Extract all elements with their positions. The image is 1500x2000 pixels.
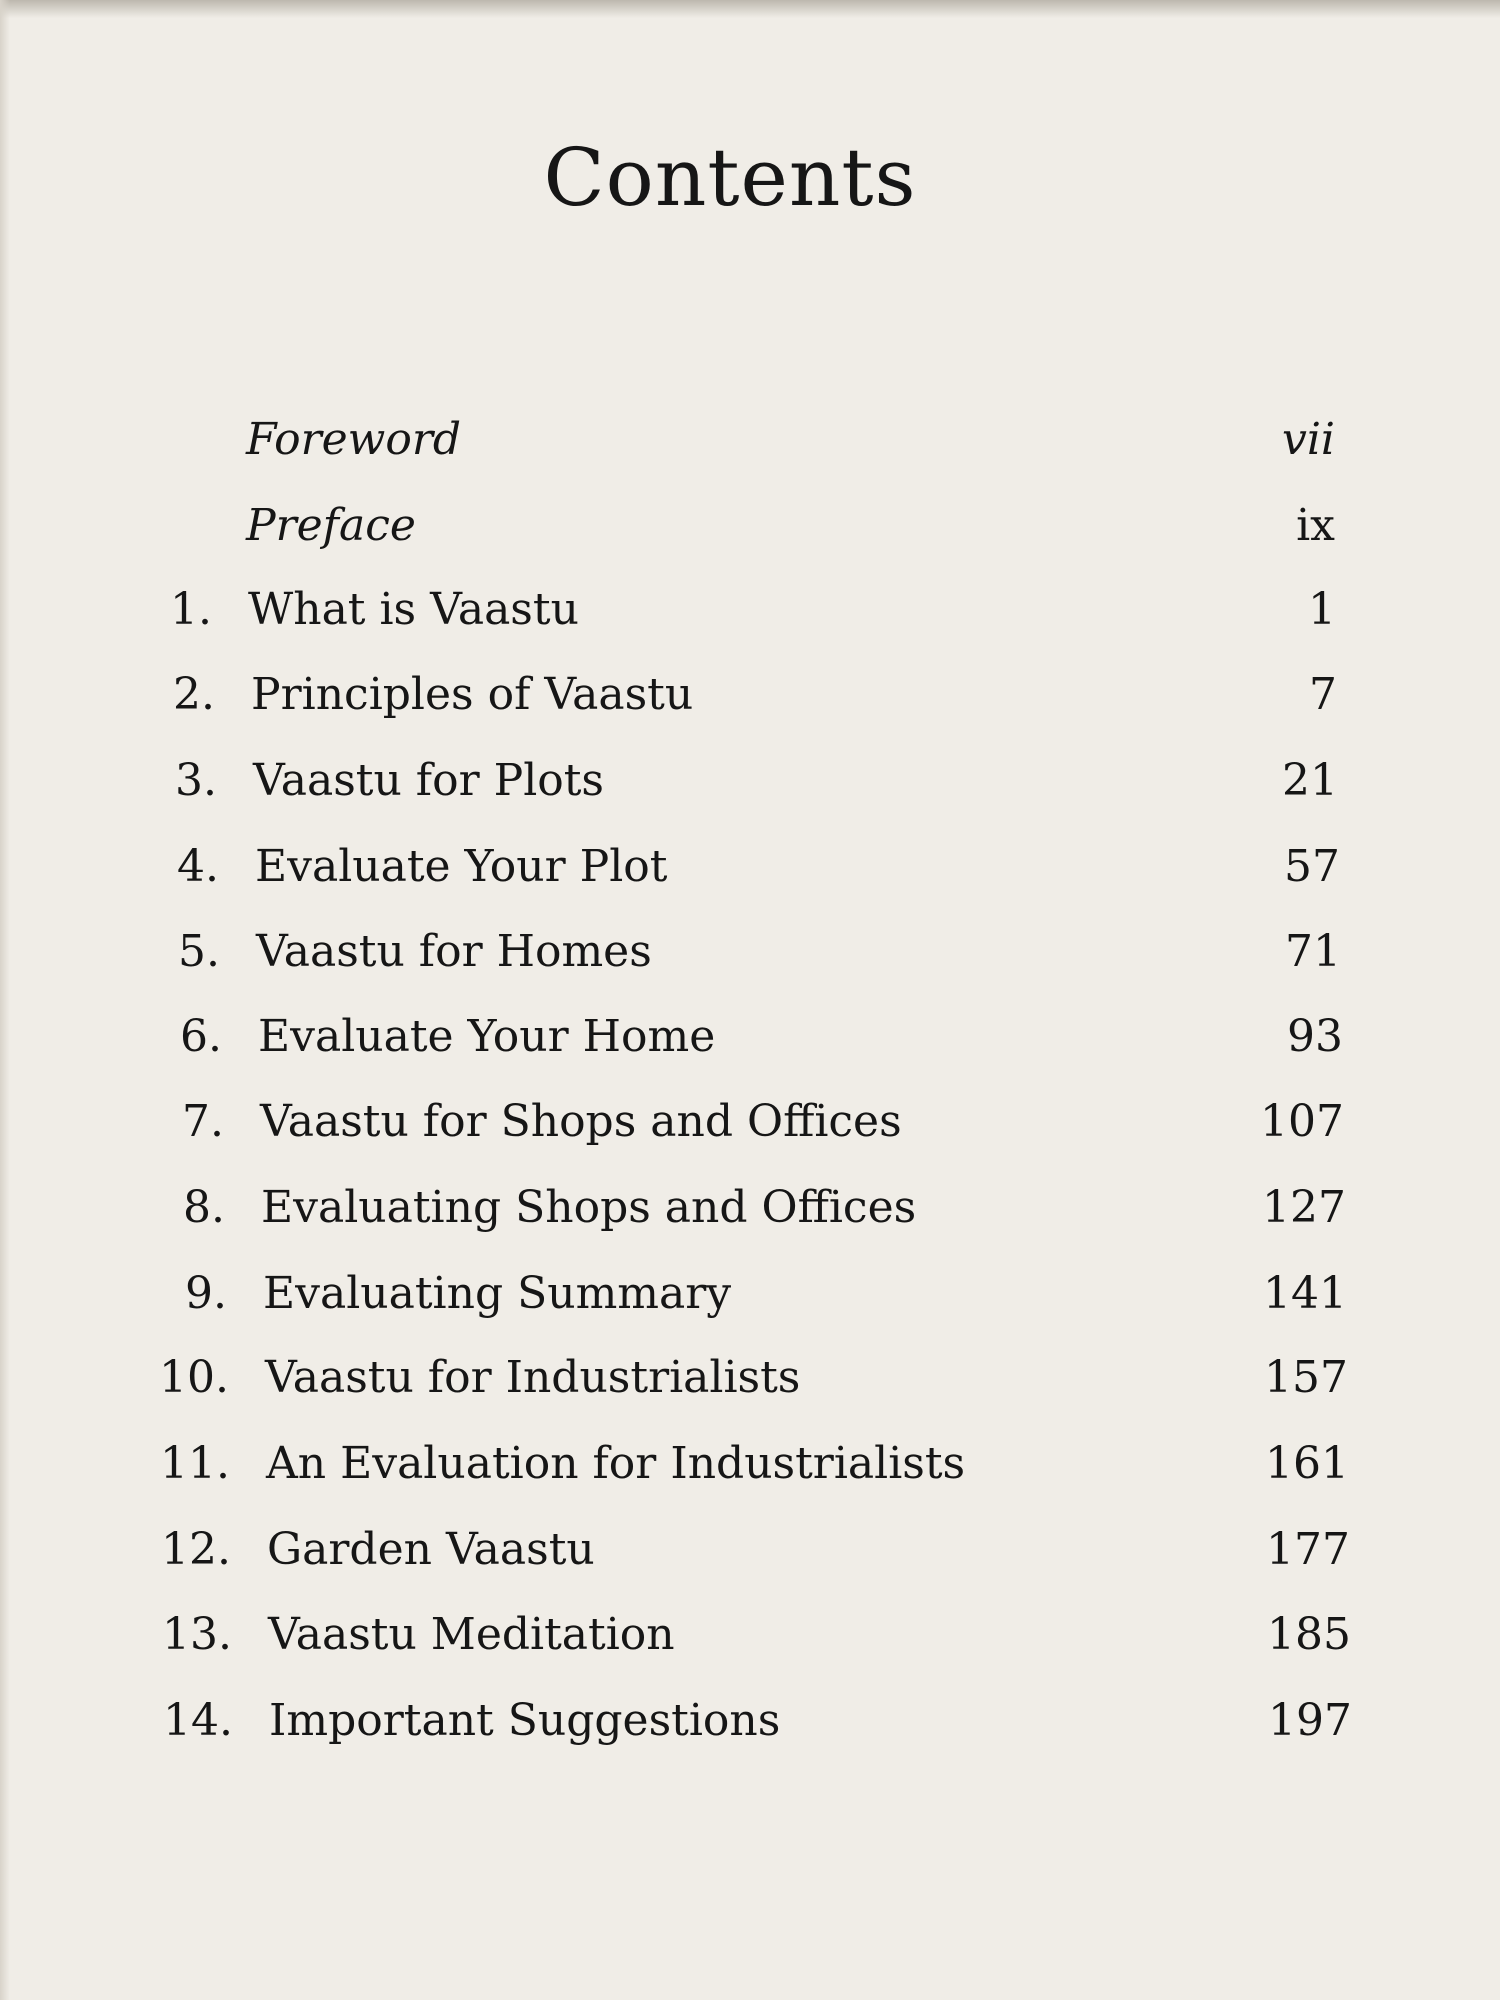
toc-entry-chapter-4 [0, 835, 1500, 899]
toc-entry-preface [0, 494, 1500, 558]
toc-entry-page: 21 [1282, 755, 1338, 806]
toc-entry-label: Vaastu for Homes [256, 926, 652, 977]
toc-entry-chapter-14 [0, 1689, 1500, 1753]
toc-entry-label: Foreword [246, 414, 462, 465]
toc-entry-page: 197 [1268, 1695, 1352, 1746]
toc-entry-page: 127 [1262, 1182, 1346, 1233]
toc-entry-page: 93 [1287, 1011, 1343, 1062]
toc-entry-label: Important Suggestions [269, 1695, 781, 1746]
toc-entry-page: 107 [1260, 1096, 1344, 1147]
toc-entry-number: 3. [175, 755, 217, 806]
toc-entry-number: 5. [178, 926, 220, 977]
toc-entry-page: 161 [1265, 1438, 1349, 1489]
toc-entry-number: 2. [173, 669, 215, 720]
toc-entry-label: Vaastu for Plots [253, 755, 605, 806]
toc-entry-number: 4. [177, 841, 219, 892]
toc-entry-label: Vaastu for Industrialists [265, 1352, 801, 1403]
toc-entry-number: 9. [185, 1268, 227, 1319]
toc-entry-label: Evaluate Your Home [258, 1011, 716, 1062]
toc-entry-page: vii [1281, 414, 1335, 465]
toc-entry-chapter-2 [0, 663, 1500, 727]
toc-entry-label: Vaastu Meditation [268, 1609, 675, 1660]
toc-entry-number: 10. [159, 1352, 229, 1403]
toc-entry-chapter-5 [0, 920, 1500, 984]
toc-entry-page: 141 [1263, 1268, 1347, 1319]
toc-entry-chapter-6 [0, 1005, 1500, 1069]
toc-entry-number: 8. [183, 1182, 225, 1233]
toc-entry-chapter-1 [0, 578, 1500, 642]
toc-entry-page: ix [1296, 500, 1335, 551]
toc-entry-page: 185 [1267, 1609, 1351, 1660]
toc-entry-chapter-8 [0, 1176, 1500, 1240]
toc-entry-label: Vaastu for Shops and Offices [260, 1096, 902, 1147]
toc-entry-number: 13. [162, 1609, 232, 1660]
toc-entry-label: An Evaluation for Industrialists [266, 1438, 966, 1489]
page-top-edge-shadow [0, 0, 1500, 18]
toc-entry-chapter-3 [0, 749, 1500, 813]
toc-entry-number: 6. [180, 1011, 222, 1062]
toc-entry-number: 7. [182, 1096, 224, 1147]
toc-entry-label: Principles of Vaastu [251, 669, 694, 720]
page-title: Contents [543, 131, 917, 224]
toc-entry-page: 157 [1264, 1352, 1348, 1403]
toc-entry-label: Preface [246, 500, 416, 551]
toc-entry-label: Evaluate Your Plot [255, 841, 668, 892]
toc-entry-page: 1 [1308, 584, 1336, 635]
toc-entry-label: Garden Vaastu [267, 1524, 595, 1575]
toc-entry-chapter-13 [0, 1603, 1500, 1667]
toc-entry-chapter-12 [0, 1518, 1500, 1582]
toc-entry-number: 12. [161, 1524, 231, 1575]
toc-entry-number: 1. [170, 584, 212, 635]
toc-entry-chapter-10 [0, 1346, 1500, 1410]
toc-entry-label: Evaluating Summary [263, 1268, 732, 1319]
toc-entry-foreword [0, 408, 1500, 472]
toc-entry-page: 71 [1285, 926, 1341, 977]
toc-entry-page: 7 [1309, 669, 1337, 720]
toc-entry-label: What is Vaastu [248, 584, 579, 635]
toc-entry-chapter-11 [0, 1432, 1500, 1496]
toc-entry-page: 177 [1266, 1524, 1350, 1575]
toc-entry-chapter-9 [0, 1262, 1500, 1326]
toc-entry-label: Evaluating Shops and Offices [261, 1182, 917, 1233]
toc-entry-number: 14. [163, 1695, 233, 1746]
toc-entry-page: 57 [1284, 841, 1340, 892]
toc-entry-chapter-7 [0, 1090, 1500, 1154]
toc-entry-number: 11. [160, 1438, 230, 1489]
